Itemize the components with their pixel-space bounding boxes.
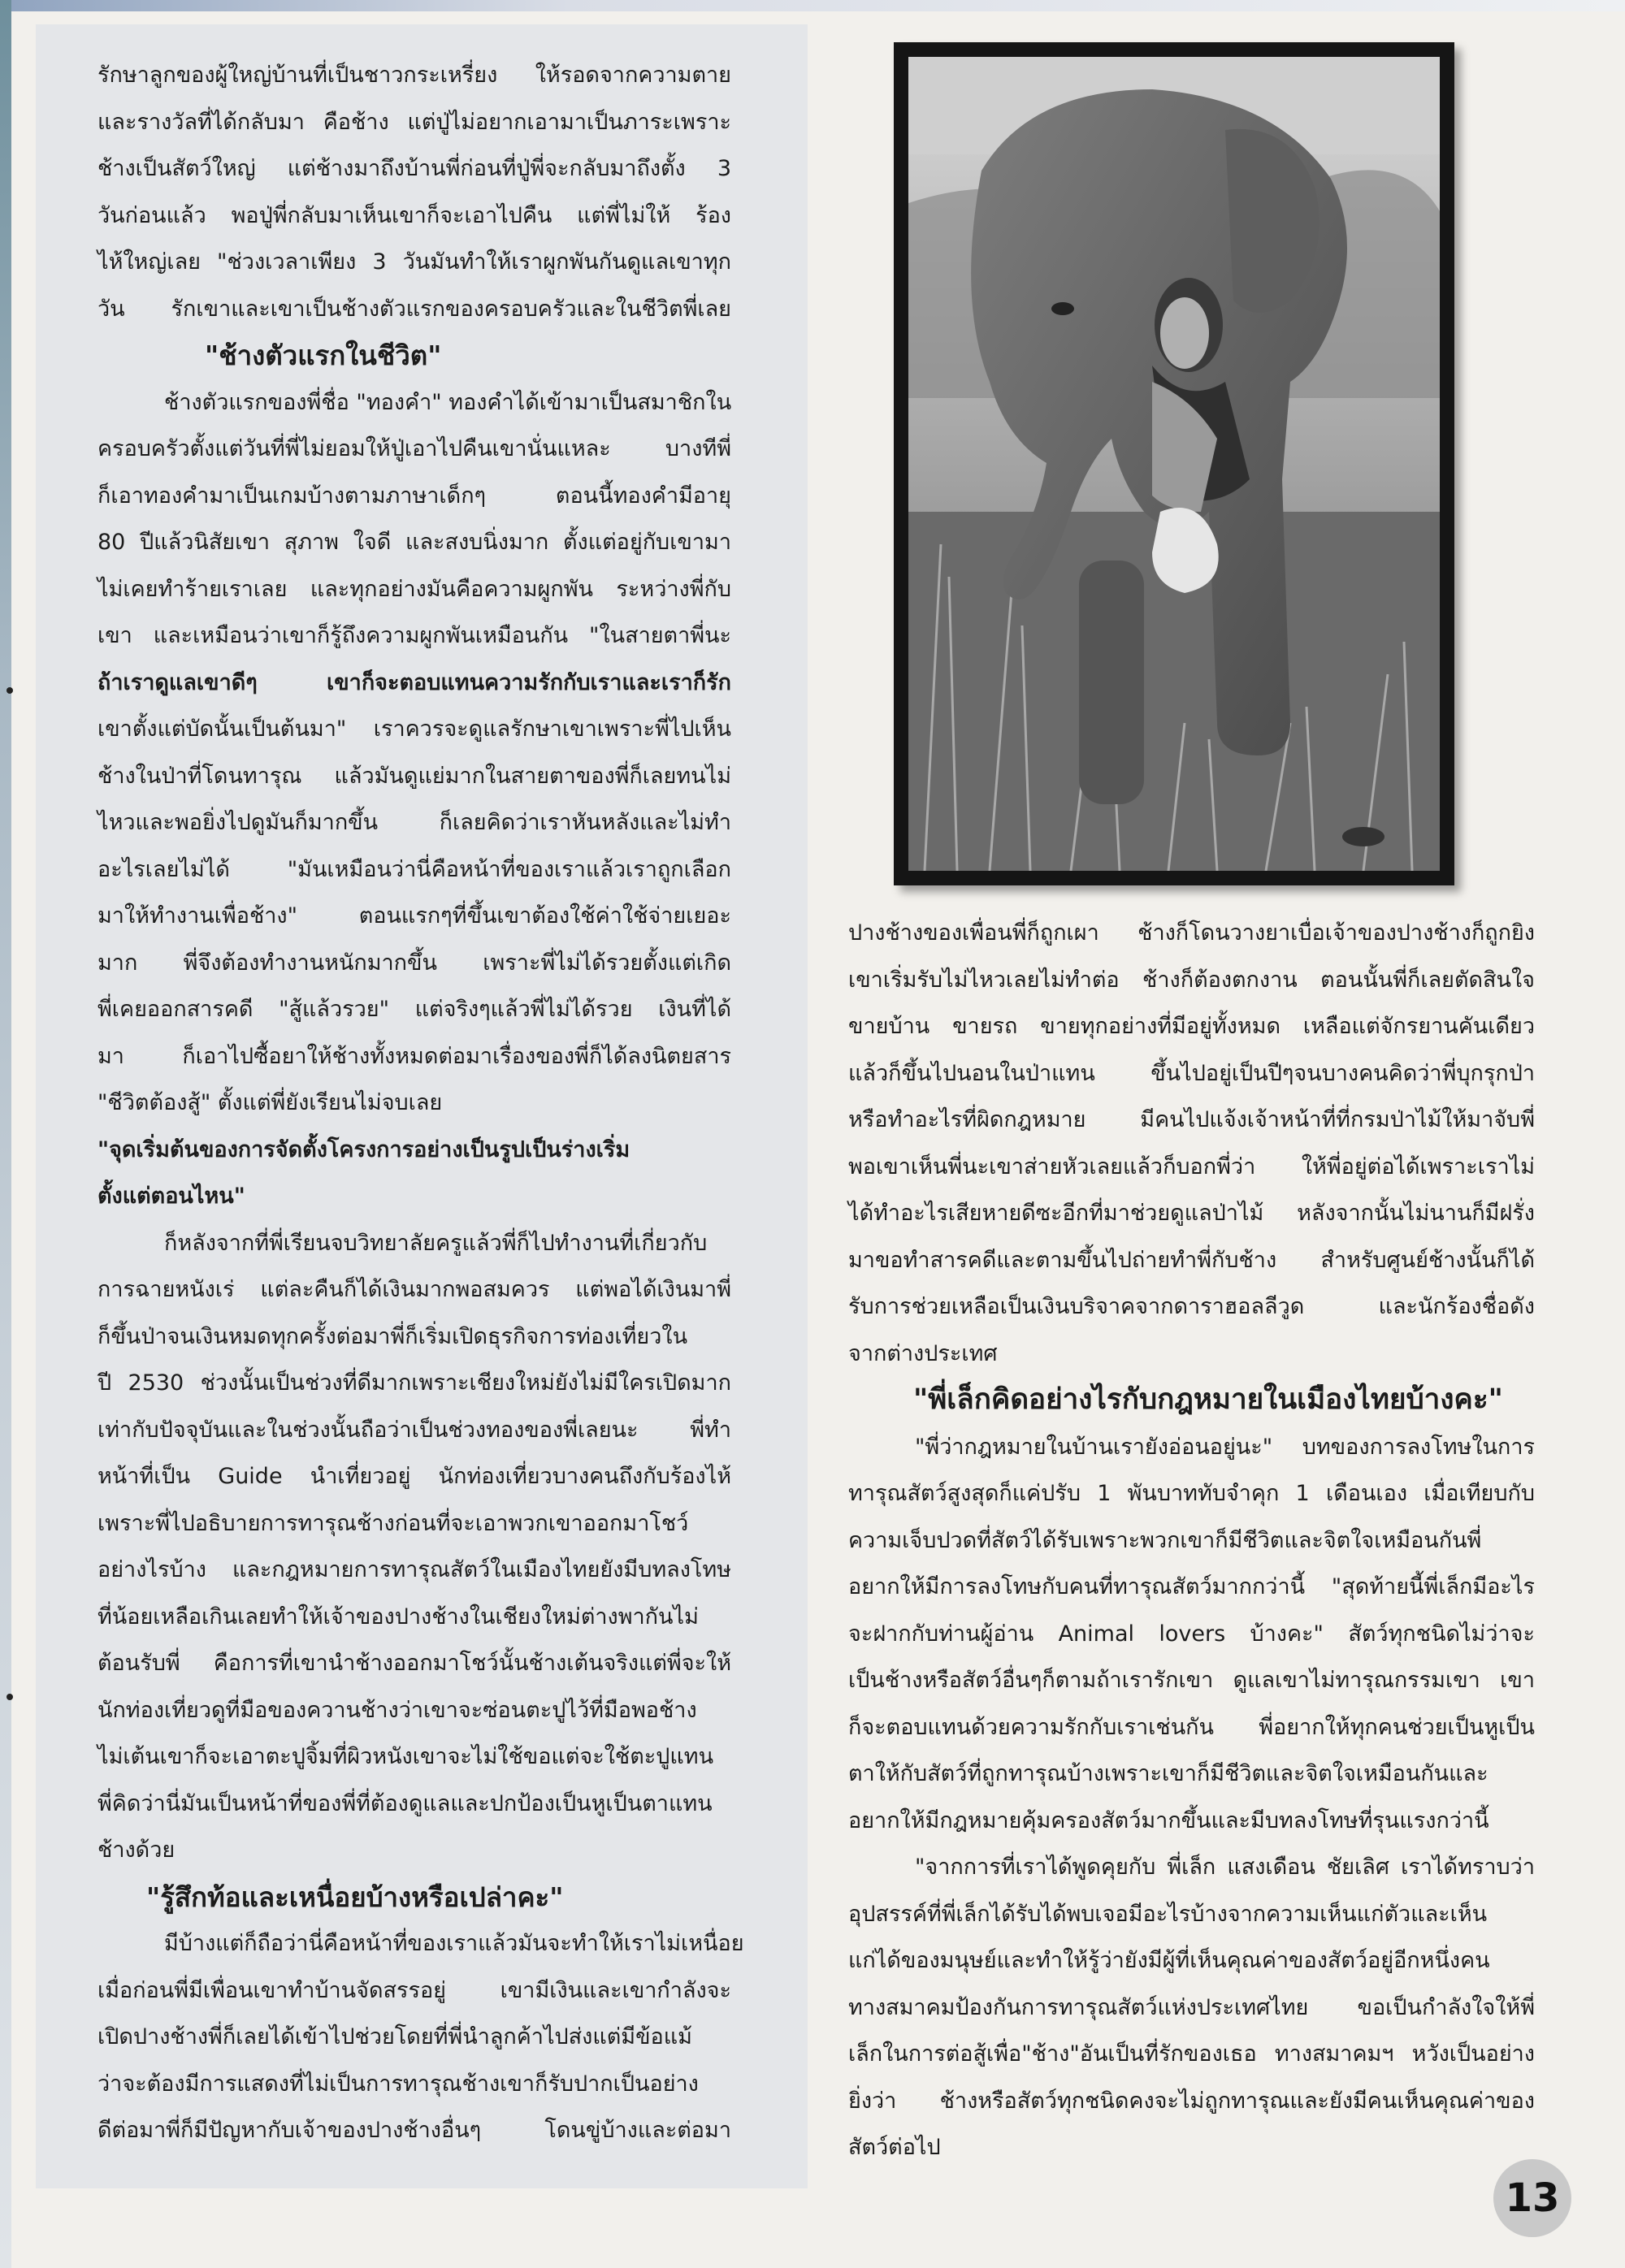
left-column	[98, 52, 744, 2154]
binding-dot	[6, 687, 13, 694]
text-line: ยิ่งว่า ช้างหรือสัตว์ทุกชนิดคงจะไม่ถูกทารุณและยังมีคนเห็นคุณค่าของ	[848, 2088, 1535, 2114]
text-line: ขายบ้าน ขายรถ ขายทุกอย่างที่มีอยู่ทั้งหมด เหลือแต่จักรยานคันเดียว	[848, 1014, 1535, 1039]
top-edge-strip	[0, 0, 1625, 11]
text-line: ช้างเป็นสัตว์ใหญ่ แต่ช้างมาถึงบ้านพี่ก่อนที่ปู่พี่จะกลับมาถึงตั้ง 3	[98, 156, 731, 181]
text-line: แล้วก็ขึ้นไปนอนในป่าแทน ขึ้นไปอยู่เป็นปีๆจนบางคนคิดว่าพี่บุกรุกป่า	[848, 1060, 1535, 1086]
text-line: มาก พี่จึงต้องทำงานหนักมากขึ้น เพราะพี่ไม่ได้รวยตั้งแต่เกิด	[98, 950, 731, 976]
text-line: อะไรเลยไม่ได้ "มันเหมือนว่านี่คือหน้าที่ของเราแล้วเราถูกเลือก	[98, 856, 731, 882]
text-line: "จากการที่เราได้พูดคุยกับ พี่เล็ก แสงเดือน ชัยเลิศ เราได้ทราบว่า	[915, 1855, 1535, 1880]
text-line: ไม่เคยทำร้ายเราเลย และทุกอย่างมันคือความผูกพัน ระหว่างพี่กับ	[98, 576, 731, 602]
page-number: 13	[1493, 2159, 1571, 2237]
text-line: และรางวัลที่ได้กลับมา คือช้าง แต่ปู่ไม่อยากเอามาเป็นภาระเพราะ	[98, 109, 731, 135]
text-line: ช้างตัวแรกของพี่ชื่อ "ทองคำ" ทองคำได้เข้ามาเป็นสมาชิกใน	[164, 389, 732, 415]
text-line: ถ้าเราดูแลเขาดีๆ เขาก็จะตอบแทนความรักกับเราและเราก็รัก	[98, 669, 731, 695]
text-line: จากต่างประเทศ	[848, 1340, 998, 1366]
text-line: เขา และเหมือนว่าเขาก็รู้ถึงความผูกพันเหมือนกัน "ในสายตาพี่นะ	[98, 623, 731, 648]
text-line: ไหวและพอยิ่งไปดูมันก็มากขึ้น ก็เลยคิดว่าเราหันหลังและไม่ทำ	[98, 810, 731, 835]
elephant-photo-icon	[908, 57, 1440, 871]
text-line: จะฝากกับท่านผู้อ่าน Animal lovers บ้างคะ" สัตว์ทุกชนิดไม่ว่าจะ	[848, 1621, 1535, 1647]
text-line: พี่เคยออกสารคดี "สู้แล้วรวย" แต่จริงๆแล้วพี่ไม่ได้รวย เงินที่ได้	[98, 997, 731, 1022]
text-line: เพราะพี่ไปอธิบายการทารุณช้างก่อนที่จะเอาพวกเขาออกมาโชว์	[98, 1510, 689, 1536]
text-line: เขาตั้งแต่บัดนั้นเป็นต้นมา" เราควรจะดูแลรักษาเขาเพราะพี่ไปเห็น	[98, 716, 731, 742]
text-line: หรือทำอะไรที่ผิดกฎหมาย มีคนไปแจ้งเจ้าหน้าที่ที่กรมป่าไม้ให้มาจับพี่	[848, 1107, 1535, 1132]
text-line: รักษาลูกของผู้ใหญ่บ้านที่เป็นชาวกระเหรี่ยง ให้รอดจากความตาย	[98, 63, 731, 88]
text-line: มา ก็เอาไปซื้อยาให้ช้างทั้งหมดต่อมาเรื่องของพี่ก็ได้ลงนิตยสาร	[98, 1043, 731, 1069]
text-line: "พี่ว่ากฎหมายในบ้านเรายังอ่อนอยู่นะ" บทของการลงโทษในการ	[915, 1434, 1535, 1460]
text-line: อย่างไรบ้าง และกฎหมายการทารุณสัตว์ในเมืองไทยยังมีบทลงโทษ	[98, 1557, 731, 1582]
elephant-photo-graphic	[908, 57, 1440, 871]
text-line: สัตว์ต่อไป	[848, 2135, 941, 2160]
text-line: มาขอทำสารคดีและตามขึ้นไปถ่ายทำพี่กับช้าง สำหรับศูนย์ช้างนั้นก็ได้	[848, 1247, 1535, 1273]
section-heading: "จุดเริ่มต้นของการจัดตั้งโครงการอย่างเป็นรูปเป็นร่างเริ่ม	[98, 1136, 630, 1162]
text-line: อยากให้มีการลงโทษกับคนที่ทารุณสัตว์มากกว่านี้ "สุดท้ายนี้พี่เล็กมีอะไร	[848, 1574, 1535, 1599]
text-line: ทางสมาคมป้องกันการทารุณสัตว์แห่งประเทศไทย ขอเป็นกำลังใจให้พี่	[848, 1994, 1535, 2020]
text-line: เมื่อก่อนพี่มีเพื่อนเขาทำบ้านจัดสรรอยู่ เขามีเงินและเขากำลังจะ	[98, 1977, 731, 2003]
text-line: นักท่องเที่ยวดูที่มือของควานช้างว่าเขาจะซ่อนตะปูไว้ที่มือพอช้าง	[98, 1697, 697, 1723]
text-line: วัน รักเขาและเขาเป็นช้างตัวแรกของครอบครัวและในชีวิตพี่เลย	[98, 296, 731, 322]
text-line: ก็หลังจากที่พี่เรียนจบวิทยาลัยครูแล้วพี่ก็ไปทำงานที่เกี่ยวกับ	[164, 1230, 708, 1256]
text-line: อุปสรรค์ที่พี่เล็กได้รับได้พบเจอมีอะไรบ้างจากความเห็นแก่ตัวและเห็น	[848, 1901, 1488, 1927]
text-line: เป็นช้างหรือสัตว์อื่นๆก็ตามถ้าเรารักเขา ดูแลเขาไม่ทารุณกรรมเขา เขา	[848, 1668, 1535, 1693]
photo-frame	[894, 42, 1454, 885]
text-line: ไห้ใหญ่เลย "ช่วงเวลาเพียง 3 วันมันทำให้เราผูกพันกันดูแลเขาทุก	[98, 249, 731, 275]
text-line: ก็เอาทองคำมาเป็นเกมบ้างตามภาษาเด็กๆ ตอนนี้ทองคำมีอายุ	[98, 483, 731, 509]
text-line: เขาเริ่มรับไม่ไหวเลยไม่ทำต่อ ช้างก็ต้องตกงาน ตอนนั้นพี่ก็เลยตัดสินใจ	[848, 967, 1535, 993]
text-line: ต้อนรับพี่ คือการที่เขานำช้างออกมาโชว์นั้นช้างเต้นจริงแต่พี่จะให้	[98, 1651, 731, 1676]
text-line: มาให้ทำงานเพื่อช้าง" ตอนแรกๆที่ขึ้นเขาต้องใช้ค่าใช้จ่ายเยอะ	[98, 903, 731, 928]
text-line: ได้ทำอะไรเสียหายดีซะอีกที่มาช่วยดูแลป่าไม้ หลังจากนั้นไม่นานก็มีฝรั่ง	[848, 1201, 1535, 1226]
text-line: แก่ได้ของมนุษย์และทำให้รู้ว่ายังมีผู้ที่เห็นคุณค่าของสัตว์อยู่อีกหนึ่งคน	[848, 1948, 1490, 1973]
text-line: ช้างในป่าที่โดนทารุณ แล้วมันดูแย่มากในสายตาของพี่ก็เลยทนไม่	[98, 763, 731, 789]
section-heading: ตั้งแต่ตอนไหน"	[98, 1184, 245, 1209]
section-heading: "รู้สึกท้อและเหนื่อยบ้างหรือเปล่าคะ"	[146, 1881, 564, 1913]
text-line: พอเขาเห็นพี่นะเขาส่ายหัวเลยแล้วก็บอกพี่ว่า ให้พี่อยู่ต่อได้เพราะเราไม่	[848, 1153, 1535, 1179]
text-line: ดีต่อมาพี่ก็มีปัญหากับเจ้าของปางช้างอื่นๆ โดนขู่บ้างและต่อมา	[98, 2118, 731, 2143]
binding-dot	[6, 1694, 13, 1700]
section-heading: "ช้างตัวแรกในชีวิต"	[205, 340, 442, 371]
text-line: ก็จะตอบแทนด้วยความรักกับเราเช่นกัน พี่อยากให้ทุกคนช่วยเป็นหูเป็น	[848, 1714, 1535, 1740]
text-line: ปางช้างของเพื่อนพี่ก็ถูกเผา ช้างก็โดนวางยาเบื่อเจ้าของปางช้างก็ถูกยิง	[848, 920, 1535, 946]
text-line: อยากให้มีกฎหมายคุ้มครองสัตว์มากขึ้นและมีบทลงโทษที่รุนแรงกว่านี้	[848, 1807, 1489, 1833]
text-line: ครอบครัวตั้งแต่วันที่พี่ไม่ยอมให้ปู่เอาไปคืนเขานั่นแหละ บางทีพี่	[98, 436, 731, 461]
text-line: ช้างด้วย	[98, 1837, 176, 1863]
left-edge-strip	[0, 0, 11, 2268]
text-line: ความเจ็บปวดที่สัตว์ได้รับเพราะพวกเขาก็มีชีวิตและจิตใจเหมือนกันพี่	[848, 1527, 1482, 1553]
text-line: รับการช่วยเหลือเป็นเงินบริจาคจากดาราฮอลลีวูด และนักร้องชื่อดัง	[848, 1294, 1535, 1319]
text-line: ไม่เต้นเขาก็จะเอาตะปูจิ้มที่ผิวหนังเขาจะไม่ใช้ขอแต่จะใช้ตะปูแทน	[98, 1744, 714, 1769]
text-line: เปิดปางช้างพี่ก็เลยได้เข้าไปช่วยโดยที่พี่นำลูกค้าไปส่งแต่มีข้อแม้	[98, 2024, 692, 2049]
text-line: ทารุณสัตว์สูงสุดก็แค่ปรับ 1 พันบาททับจำคุก 1 เดือนเอง เมื่อเทียบกับ	[848, 1481, 1535, 1506]
text-line: หน้าที่เป็น Guide นำเที่ยวอยู่ นักท่องเที่ยวบางคนถึงกับร้องไห้	[98, 1464, 731, 1489]
text-line: "ชีวิตต้องสู้" ตั้งแต่พี่ยังเรียนไม่จบเลย	[98, 1090, 443, 1115]
text-line: ว่าจะต้องมีการแสดงที่ไม่เป็นการทารุณช้างเขาก็รับปากเป็นอย่าง	[98, 2071, 699, 2097]
text-line: วันก่อนแล้ว พอปู่พี่กลับมาเห็นเขาก็จะเอาไปคืน แต่พี่ไม่ให้ ร้อง	[98, 202, 731, 228]
text-line: การฉายหนังเร่ แต่ละคืนก็ได้เงินมากพอสมควร แต่พอได้เงินมาพี่	[98, 1277, 731, 1302]
text-line: ก็ขึ้นป่าจนเงินหมดทุกครั้งต่อมาพี่ก็เริ่มเปิดธุรกิจการท่องเที่ยวใน	[98, 1323, 688, 1349]
text-line: 80 ปีแล้วนิสัยเขา สุภาพ ใจดี และสงบนิ่งมาก ตั้งแต่อยู่กับเขามา	[98, 530, 731, 555]
text-line: ตาให้กับสัตว์ที่ถูกทารุณบ้างเพราะเขาก็มีชีวิตและจิตใจเหมือนกันและ	[848, 1761, 1488, 1786]
text-line: ปี 2530 ช่วงนั้นเป็นช่วงที่ดีมากเพราะเชียงใหม่ยังไม่มีใครเปิดมาก	[98, 1370, 731, 1396]
text-line: พี่คิดว่านี่มันเป็นหน้าที่ของพี่ที่ต้องดูแลและปกป้องเป็นหูเป็นตาแทน	[98, 1790, 713, 1816]
text-line: มีบ้างแต่ก็ถือว่านี่คือหน้าที่ของเราแล้วมันจะทำให้เราไม่เหนื่อย	[164, 1931, 744, 1956]
text-line: เท่ากับปัจจุบันและในช่วงนั้นถือว่าเป็นช่วงทองของพี่เลยนะ พี่ทำ	[98, 1417, 731, 1443]
text-line: เล็กในการต่อสู้เพื่อ"ช้าง"อันเป็นที่รักของเธอ ทางสมาคมฯ หวังเป็นอย่าง	[848, 2041, 1535, 2067]
section-heading: "พี่เล็กคิดอย่างไรกับกฎหมายในเมืองไทยบ้างคะ"	[913, 1383, 1503, 1416]
text-line: ที่น้อยเหลือเกินเลยทำให้เจ้าของปางช้างในเชียงใหม่ต่างพากันไม่	[98, 1604, 699, 1630]
right-column	[848, 910, 1535, 2171]
